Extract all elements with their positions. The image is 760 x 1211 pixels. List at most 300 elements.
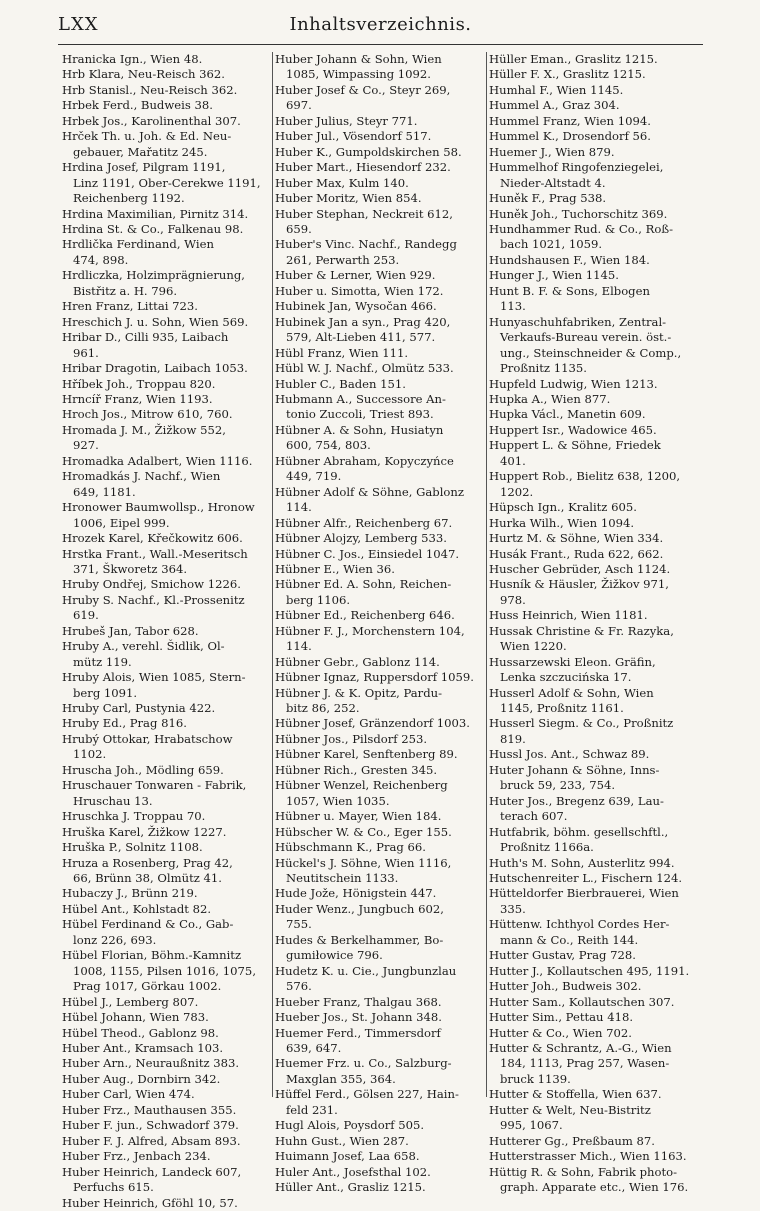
index-entry (489, 1026, 697, 1041)
index-entry (489, 191, 697, 206)
entry-continuation-line: graph. Apparate etc., Wien 176. (500, 1180, 689, 1195)
index-entry (62, 670, 270, 701)
entry-line: Hüffel Ferd., Gölsen 227, Hain- (275, 1087, 459, 1102)
entry-continuation-line: 1006, Eipel 999. (73, 515, 170, 530)
index-entry (275, 856, 483, 887)
entry-line: Huber Josef & Co., Steyr 269, (275, 82, 451, 97)
index-entry (275, 392, 483, 423)
entry-continuation-line: 1085, Wimpassing 1092. (286, 67, 431, 82)
index-entry (489, 886, 697, 917)
index-entry (489, 52, 697, 67)
entry-line: Hübl Franz, Wien 111. (275, 345, 409, 360)
index-entry (489, 1087, 697, 1102)
index-entry (62, 52, 270, 67)
index-entry (275, 1165, 483, 1180)
index-entry (275, 933, 483, 964)
entry-continuation-line: terach 607. (500, 809, 568, 824)
index-entry (62, 222, 270, 237)
entry-line: Huber F. J. Alfred, Absam 893. (62, 1133, 241, 1148)
entry-line: Hreschich J. u. Sohn, Wien 569. (62, 314, 249, 329)
entry-line: Hutter Sam., Kollautschen 307. (489, 994, 675, 1009)
entry-continuation-line: Wien 1220. (500, 639, 567, 654)
entry-line: Hudes & Berkelhammer, Bo- (275, 932, 444, 947)
entry-line: Husserl Adolf & Sohn, Wien (489, 685, 654, 700)
index-entry (62, 1103, 270, 1118)
index-entry (275, 237, 483, 268)
entry-line: Hubmann A., Successore An- (275, 391, 446, 406)
entry-line: Huber Frz., Jenbach 234. (62, 1149, 211, 1164)
entry-line: Hurka Wilh., Wien 1094. (489, 515, 635, 530)
index-entry (275, 840, 483, 855)
entry-continuation-line: 755. (286, 917, 312, 932)
entry-line: Huber Max, Kulm 140. (275, 175, 409, 190)
index-entry (275, 454, 483, 485)
entry-line: Huder Wenz., Jungbuch 602, (275, 901, 444, 916)
entry-line: Huler Ant., Josefsthal 102. (275, 1164, 431, 1179)
index-entry (62, 778, 270, 809)
entry-line: Hruby A., verehl. Šidlik, Ol- (62, 639, 225, 654)
entry-continuation-line: 819. (500, 731, 526, 746)
entry-line: Hübner Wenzel, Reichenberg (275, 778, 448, 793)
index-entry (489, 686, 697, 717)
entry-line: Hübscher W. & Co., Eger 155. (275, 824, 452, 839)
index-entry (489, 516, 697, 531)
index-entry (275, 732, 483, 747)
entry-line: Huimann Josef, Laa 658. (275, 1149, 420, 1164)
index-entry (489, 655, 697, 686)
index-entry (489, 562, 697, 577)
index-entry (489, 1103, 697, 1134)
entry-line: Hupka Václ., Manetin 609. (489, 407, 646, 422)
index-entry (489, 716, 697, 747)
index-entry (62, 361, 270, 376)
entry-line: Hückel's J. Söhne, Wien 1116, (275, 855, 452, 870)
entry-line: Hüller Ant., Grasliz 1215. (275, 1180, 426, 1195)
entry-continuation-line: Reichenberg 1192. (73, 191, 185, 206)
index-entry (275, 547, 483, 562)
index-entry (62, 1010, 270, 1025)
index-entry (62, 639, 270, 670)
entry-continuation-line: ung., Steinschneider & Comp., (500, 345, 682, 360)
index-entry (489, 825, 697, 856)
entry-line: Huněk Joh., Tuchorschitz 369. (489, 206, 668, 221)
entry-line: Hutterstrasser Mich., Wien 1163. (489, 1149, 687, 1164)
index-entry (62, 1072, 270, 1087)
index-entry (489, 763, 697, 794)
entry-continuation-line: Prag 1017, Görkau 1002. (73, 979, 222, 994)
entry-line: Huber Aug., Dornbirn 342. (62, 1071, 221, 1086)
index-entry (489, 547, 697, 562)
index-entry (489, 145, 697, 160)
entry-line: Hüttig R. & Sohn, Fabrik photo- (489, 1164, 678, 1179)
index-entry (489, 794, 697, 825)
index-entry (489, 995, 697, 1010)
entry-continuation-line: 184, 1113, Prag 257, Wasen- (500, 1056, 670, 1071)
index-entry (275, 577, 483, 608)
index-entry (489, 268, 697, 283)
index-entry (62, 500, 270, 531)
entry-continuation-line: 995, 1067. (500, 1118, 563, 1133)
index-entry (489, 871, 697, 886)
column-divider (486, 52, 487, 1097)
entry-line: Hrbek Ferd., Budweis 38. (62, 98, 213, 113)
entry-line: Hübner Ed., Reichenberg 646. (275, 608, 455, 623)
entry-line: Hutter Joh., Budweis 302. (489, 979, 642, 994)
index-entry (489, 284, 697, 315)
index-entry (489, 392, 697, 407)
index-entry (62, 716, 270, 731)
index-entry (489, 67, 697, 82)
index-entry (275, 83, 483, 114)
index-entry (275, 191, 483, 206)
index-entry (275, 608, 483, 623)
entry-line: Husník & Häusler, Žižkov 971, (489, 577, 669, 592)
entry-line: Huber Mart., Hiesendorf 232. (275, 160, 451, 175)
index-entry (62, 856, 270, 887)
entry-continuation-line: bruck 59, 233, 754. (500, 778, 616, 793)
index-entry (62, 237, 270, 268)
entry-line: Hrbek Jos., Karolinenthal 307. (62, 113, 241, 128)
entry-continuation-line: mütz 119. (73, 654, 132, 669)
entry-line: Huber & Lerner, Wien 929. (275, 268, 436, 283)
index-entry (275, 176, 483, 191)
entry-line: Hranicka Ign., Wien 48. (62, 52, 203, 66)
entry-continuation-line: Proßnitz 1135. (500, 361, 587, 376)
index-entry (489, 1134, 697, 1149)
entry-line: Huber Arn., Neuraußnitz 383. (62, 1056, 240, 1071)
index-entry (489, 377, 697, 392)
entry-line: Hübl W. J. Nachf., Olmütz 533. (275, 361, 454, 376)
index-entry (275, 377, 483, 392)
entry-line: Hutter & Welt, Neu-Bistritz (489, 1102, 651, 1117)
entry-continuation-line: Verkaufs-Bureau verein. öst.- (500, 330, 672, 345)
entry-line: Hübner Gebr., Gablonz 114. (275, 654, 440, 669)
index-entry (489, 98, 697, 113)
index-entry (62, 407, 270, 422)
entry-line: Hutterer Gg., Preßbaum 87. (489, 1133, 655, 1148)
index-entry (489, 979, 697, 994)
entry-line: Huber F. jun., Schwadorf 379. (62, 1118, 239, 1133)
index-entry (62, 207, 270, 222)
index-entry (275, 778, 483, 809)
entry-line: Hübschmann K., Prag 66. (275, 840, 426, 855)
entry-line: Hübner Jos., Pilsdorf 253. (275, 731, 428, 746)
entry-line: Hruška Karel, Žižkow 1227. (62, 824, 227, 839)
index-entry (489, 423, 697, 438)
index-entry (275, 315, 483, 346)
entry-continuation-line: 1008, 1155, Pilsen 1016, 1075, (73, 963, 256, 978)
entry-line: Huppert L. & Söhne, Friedek (489, 438, 661, 453)
index-entry (275, 1118, 483, 1133)
entry-line: Hruby Alois, Wien 1085, Stern- (62, 670, 246, 685)
index-entry (275, 825, 483, 840)
entry-line: Hummelhof Ringofenziegelei, (489, 160, 664, 175)
entry-line: Hruby Ed., Prag 816. (62, 716, 187, 731)
entry-line: Hübner Abraham, Kopyczyńce (275, 453, 454, 468)
entry-line: Hrdina Josef, Pilgram 1191, (62, 160, 226, 175)
entry-line: Hübner Alojzy, Lemberg 533. (275, 531, 447, 546)
index-entry (62, 423, 270, 454)
entry-continuation-line: tonio Zuccoli, Triest 893. (286, 407, 434, 422)
index-entry (275, 655, 483, 670)
index-entry (275, 562, 483, 577)
entry-line: Hunyaschuhfabriken, Zentral- (489, 314, 667, 329)
entry-continuation-line: bruck 1139. (500, 1071, 571, 1086)
entry-line: Hříbek Joh., Troppau 820. (62, 376, 216, 391)
index-entry (62, 840, 270, 855)
entry-line: Hrubý Ottokar, Hrabatschow (62, 731, 233, 746)
entry-continuation-line: 335. (500, 901, 526, 916)
index-entry (489, 1010, 697, 1025)
entry-line: Hrdina St. & Co., Falkenau 98. (62, 221, 244, 236)
entry-continuation-line: mann & Co., Reith 144. (500, 932, 639, 947)
index-entry (275, 1134, 483, 1149)
entry-line: Hrdliczka, Holzimprägnierung, (62, 268, 245, 283)
entry-line: Hupfeld Ludwig, Wien 1213. (489, 376, 658, 391)
entry-continuation-line: 659. (286, 221, 312, 236)
entry-line: Hrb Klara, Neu-Reisch 362. (62, 67, 225, 82)
index-entry (275, 361, 483, 376)
entry-line: Huss Heinrich, Wien 1181. (489, 608, 648, 623)
index-entry (275, 160, 483, 175)
entry-line: Huber Jul., Vösendorf 517. (275, 129, 432, 144)
index-column-1 (62, 52, 270, 1211)
entry-line: Hruschka J. Troppau 70. (62, 809, 206, 824)
index-entry (62, 315, 270, 330)
entry-line: Huber's Vinc. Nachf., Randegg (275, 237, 457, 252)
index-entry (489, 624, 697, 655)
entry-continuation-line: Lenka szczucińska 17. (500, 670, 632, 685)
index-entry (275, 284, 483, 299)
entry-line: Hübel Johann, Wien 783. (62, 1010, 209, 1025)
index-entry (489, 222, 697, 253)
index-entry (62, 114, 270, 129)
entry-line: Hubinek Jan, Wysočan 466. (275, 299, 437, 314)
index-entry (489, 315, 697, 377)
entry-continuation-line: 649, 1181. (73, 484, 136, 499)
entry-line: Hundshausen F., Wien 184. (489, 252, 650, 267)
index-entry (62, 732, 270, 763)
entry-line: Hude Jože, Hönigstein 447. (275, 886, 437, 901)
index-entry (489, 129, 697, 144)
index-entry (62, 577, 270, 592)
entry-line: Huppert Isr., Wadowice 465. (489, 422, 657, 437)
entry-continuation-line: 401. (500, 453, 526, 468)
entry-line: Hummel K., Drosendorf 56. (489, 129, 651, 144)
entry-line: Hubinek Jan a syn., Prag 420, (275, 314, 451, 329)
index-entry (275, 1149, 483, 1164)
index-entry (275, 1026, 483, 1057)
entry-line: Huber Johann & Sohn, Wien (275, 52, 442, 66)
index-entry (489, 1041, 697, 1087)
index-entry (62, 809, 270, 824)
index-entry (489, 917, 697, 948)
index-entry (275, 207, 483, 238)
index-entry (275, 516, 483, 531)
index-entry (275, 531, 483, 546)
entry-line: Huemer Ferd., Timmersdorf (275, 1025, 441, 1040)
entry-line: Hromadka Adalbert, Wien 1116. (62, 453, 253, 468)
entry-line: Huber Heinrich, Gföhl 10, 57. (62, 1195, 238, 1210)
entry-line: Husák Frant., Ruda 622, 662. (489, 546, 664, 561)
index-entry (489, 207, 697, 222)
index-entry (489, 964, 697, 979)
entry-line: Hrstka Frant., Wall.-Meseritsch (62, 546, 248, 561)
entry-line: Huppert Rob., Bielitz 638, 1200, (489, 469, 681, 484)
entry-continuation-line: 639, 647. (286, 1041, 342, 1055)
entry-line: Huth's M. Sohn, Austerlitz 994. (489, 855, 675, 870)
entry-line: Hüttenw. Ichthyol Cordes Her- (489, 917, 670, 932)
entry-line: Huter Johann & Söhne, Inns- (489, 762, 660, 777)
entry-line: Hrncíř Franz, Wien 1193. (62, 391, 213, 406)
entry-continuation-line: Linz 1191, Ober-Cerekwe 1191, (73, 175, 261, 190)
index-entry (275, 716, 483, 731)
page-number: LXX (58, 14, 99, 35)
entry-line: Hundhammer Rud. & Co., Roß- (489, 221, 673, 236)
entry-continuation-line: feld 231. (286, 1102, 338, 1117)
entry-line: Hruby S. Nachf., Kl.-Prossenitz (62, 592, 245, 607)
entry-line: Hromadkás J. Nachf., Wien (62, 469, 221, 484)
entry-line: Husserl Siegm. & Co., Proßnitz (489, 716, 674, 731)
index-entry (62, 1165, 270, 1196)
index-entry (489, 747, 697, 762)
entry-line: Huber Julius, Steyr 771. (275, 113, 418, 128)
index-entry (62, 593, 270, 624)
entry-continuation-line: gumiłowice 796. (286, 948, 383, 963)
entry-line: Hutter & Co., Wien 702. (489, 1025, 632, 1040)
index-entry (489, 500, 697, 515)
entry-line: Huber Frz., Mauthausen 355. (62, 1102, 237, 1117)
entry-continuation-line: 1057, Wien 1035. (286, 793, 390, 808)
entry-line: Hübner Rich., Gresten 345. (275, 762, 438, 777)
index-entry (489, 83, 697, 98)
entry-line: Hruby Ondřej, Smichow 1226. (62, 577, 241, 592)
entry-continuation-line: 1102. (73, 747, 107, 762)
index-entry (62, 377, 270, 392)
index-entry (62, 902, 270, 917)
entry-line: Hrb Stanisl., Neu-Reisch 362. (62, 82, 238, 97)
entry-continuation-line: 1145, Proßnitz 1161. (500, 701, 624, 716)
index-entry (275, 1180, 483, 1195)
index-entry (275, 145, 483, 160)
index-entry (275, 964, 483, 995)
index-entry (62, 160, 270, 206)
page-title: Inhaltsverzeichnis. (289, 14, 472, 35)
entry-continuation-line: Proßnitz 1166a. (500, 840, 594, 855)
entry-line: Hübner Karel, Senftenberg 89. (275, 747, 458, 762)
entry-line: Hübel J., Lemberg 807. (62, 994, 199, 1009)
entry-line: Huber Carl, Wien 474. (62, 1087, 195, 1102)
entry-line: Hruscha Joh., Mödling 659. (62, 762, 224, 777)
entry-line: Hubaczy J., Brünn 219. (62, 886, 198, 901)
entry-line: Hussak Christine & Fr. Razyka, (489, 623, 674, 638)
entry-line: Hubler C., Baden 151. (275, 376, 406, 391)
entry-continuation-line: lonz 226, 693. (73, 932, 157, 947)
index-entry (62, 1041, 270, 1056)
index-entry (62, 1087, 270, 1102)
index-entry (62, 1118, 270, 1133)
index-column-2 (275, 52, 483, 1196)
index-entry (489, 253, 697, 268)
entry-continuation-line: 1202. (500, 484, 534, 499)
entry-line: Hübner C. Jos., Einsiedel 1047. (275, 546, 460, 561)
entry-line: Hussl Jos. Ant., Schwaz 89. (489, 747, 650, 762)
entry-continuation-line: Hruschau 13. (73, 793, 153, 808)
entry-continuation-line: gebauer, Mařatitz 245. (73, 144, 208, 159)
entry-line: Huemer Frz. u. Co., Salzburg- (275, 1056, 452, 1071)
entry-line: Hübner Ed. A. Sohn, Reichen- (275, 577, 452, 592)
index-entry (62, 886, 270, 901)
index-entry (62, 1134, 270, 1149)
entry-continuation-line: 449, 719. (286, 469, 342, 484)
entry-line: Huter Jos., Bregenz 639, Lau- (489, 793, 664, 808)
entry-line: Hübner E., Wien 36. (275, 561, 395, 576)
entry-line: Hutter & Schrantz, A.-G., Wien (489, 1041, 672, 1055)
index-entry (275, 995, 483, 1010)
index-entry (62, 531, 270, 546)
entry-continuation-line: 114. (286, 639, 312, 654)
entry-line: Hübner Josef, Gränzendorf 1003. (275, 716, 470, 731)
index-entry (275, 809, 483, 824)
entry-continuation-line: 978. (500, 592, 526, 607)
index-entry (489, 438, 697, 469)
index-column-3 (489, 52, 697, 1196)
index-entry (275, 52, 483, 83)
entry-line: Hüller F. X., Graslitz 1215. (489, 67, 646, 82)
entry-continuation-line: bitz 86, 252. (286, 701, 360, 716)
entry-line: Hroch Jos., Mitrow 610, 760. (62, 407, 233, 422)
entry-continuation-line: 474, 898. (73, 252, 129, 267)
entry-continuation-line: Neutitschein 1133. (286, 871, 399, 886)
entry-line: Hutter Sim., Pettau 418. (489, 1010, 634, 1025)
entry-line: Hübel Ferdinand & Co., Gab- (62, 917, 234, 932)
index-entry (489, 1165, 697, 1196)
entry-line: Hrček Th. u. Joh. & Ed. Neu- (62, 129, 232, 144)
index-entry (62, 330, 270, 361)
entry-line: Huber Heinrich, Landeck 607, (62, 1164, 242, 1179)
entry-line: Hronower Baumwollsp., Hronow (62, 500, 255, 515)
entry-line: Hugl Alois, Poysdorf 505. (275, 1118, 425, 1133)
entry-line: Hren Franz, Littai 723. (62, 299, 198, 314)
entry-line: Hübner Adolf & Söhne, Gablonz (275, 484, 464, 499)
entry-line: Hübel Florian, Böhm.-Kamnitz (62, 948, 242, 963)
entry-continuation-line: 113. (500, 299, 526, 314)
entry-continuation-line: Nieder-Altstadt 4. (500, 175, 606, 190)
entry-line: Huhn Gust., Wien 287. (275, 1133, 409, 1148)
index-entry (62, 763, 270, 778)
entry-continuation-line: 961. (73, 345, 99, 360)
entry-line: Hunt B. F. & Sons, Elbogen (489, 283, 650, 298)
index-entry (275, 747, 483, 762)
index-entry (62, 825, 270, 840)
entry-line: Hribar D., Cilli 935, Laibach (62, 330, 229, 345)
entry-line: Hütteldorfer Bierbrauerei, Wien (489, 886, 679, 901)
index-entry (62, 624, 270, 639)
index-entry (62, 995, 270, 1010)
index-entry (275, 763, 483, 778)
entry-line: Hueber Jos., St. Johann 348. (275, 1010, 442, 1025)
entry-line: Huber K., Gumpoldskirchen 58. (275, 144, 462, 159)
entry-continuation-line: 371, Škworetz 364. (73, 561, 188, 576)
entry-continuation-line: Perfuchs 615. (73, 1180, 154, 1195)
index-entry (62, 392, 270, 407)
entry-line: Hruschauer Tonwaren - Fabrik, (62, 778, 247, 793)
entry-continuation-line: 579, Alt-Lieben 411, 577. (286, 330, 436, 345)
entry-continuation-line: 600, 754, 803. (286, 438, 371, 453)
entry-line: Huněk F., Prag 538. (489, 191, 607, 206)
entry-line: Hübner F. J., Morchenstern 104, (275, 623, 465, 638)
entry-line: Hummel A., Graz 304. (489, 98, 620, 113)
